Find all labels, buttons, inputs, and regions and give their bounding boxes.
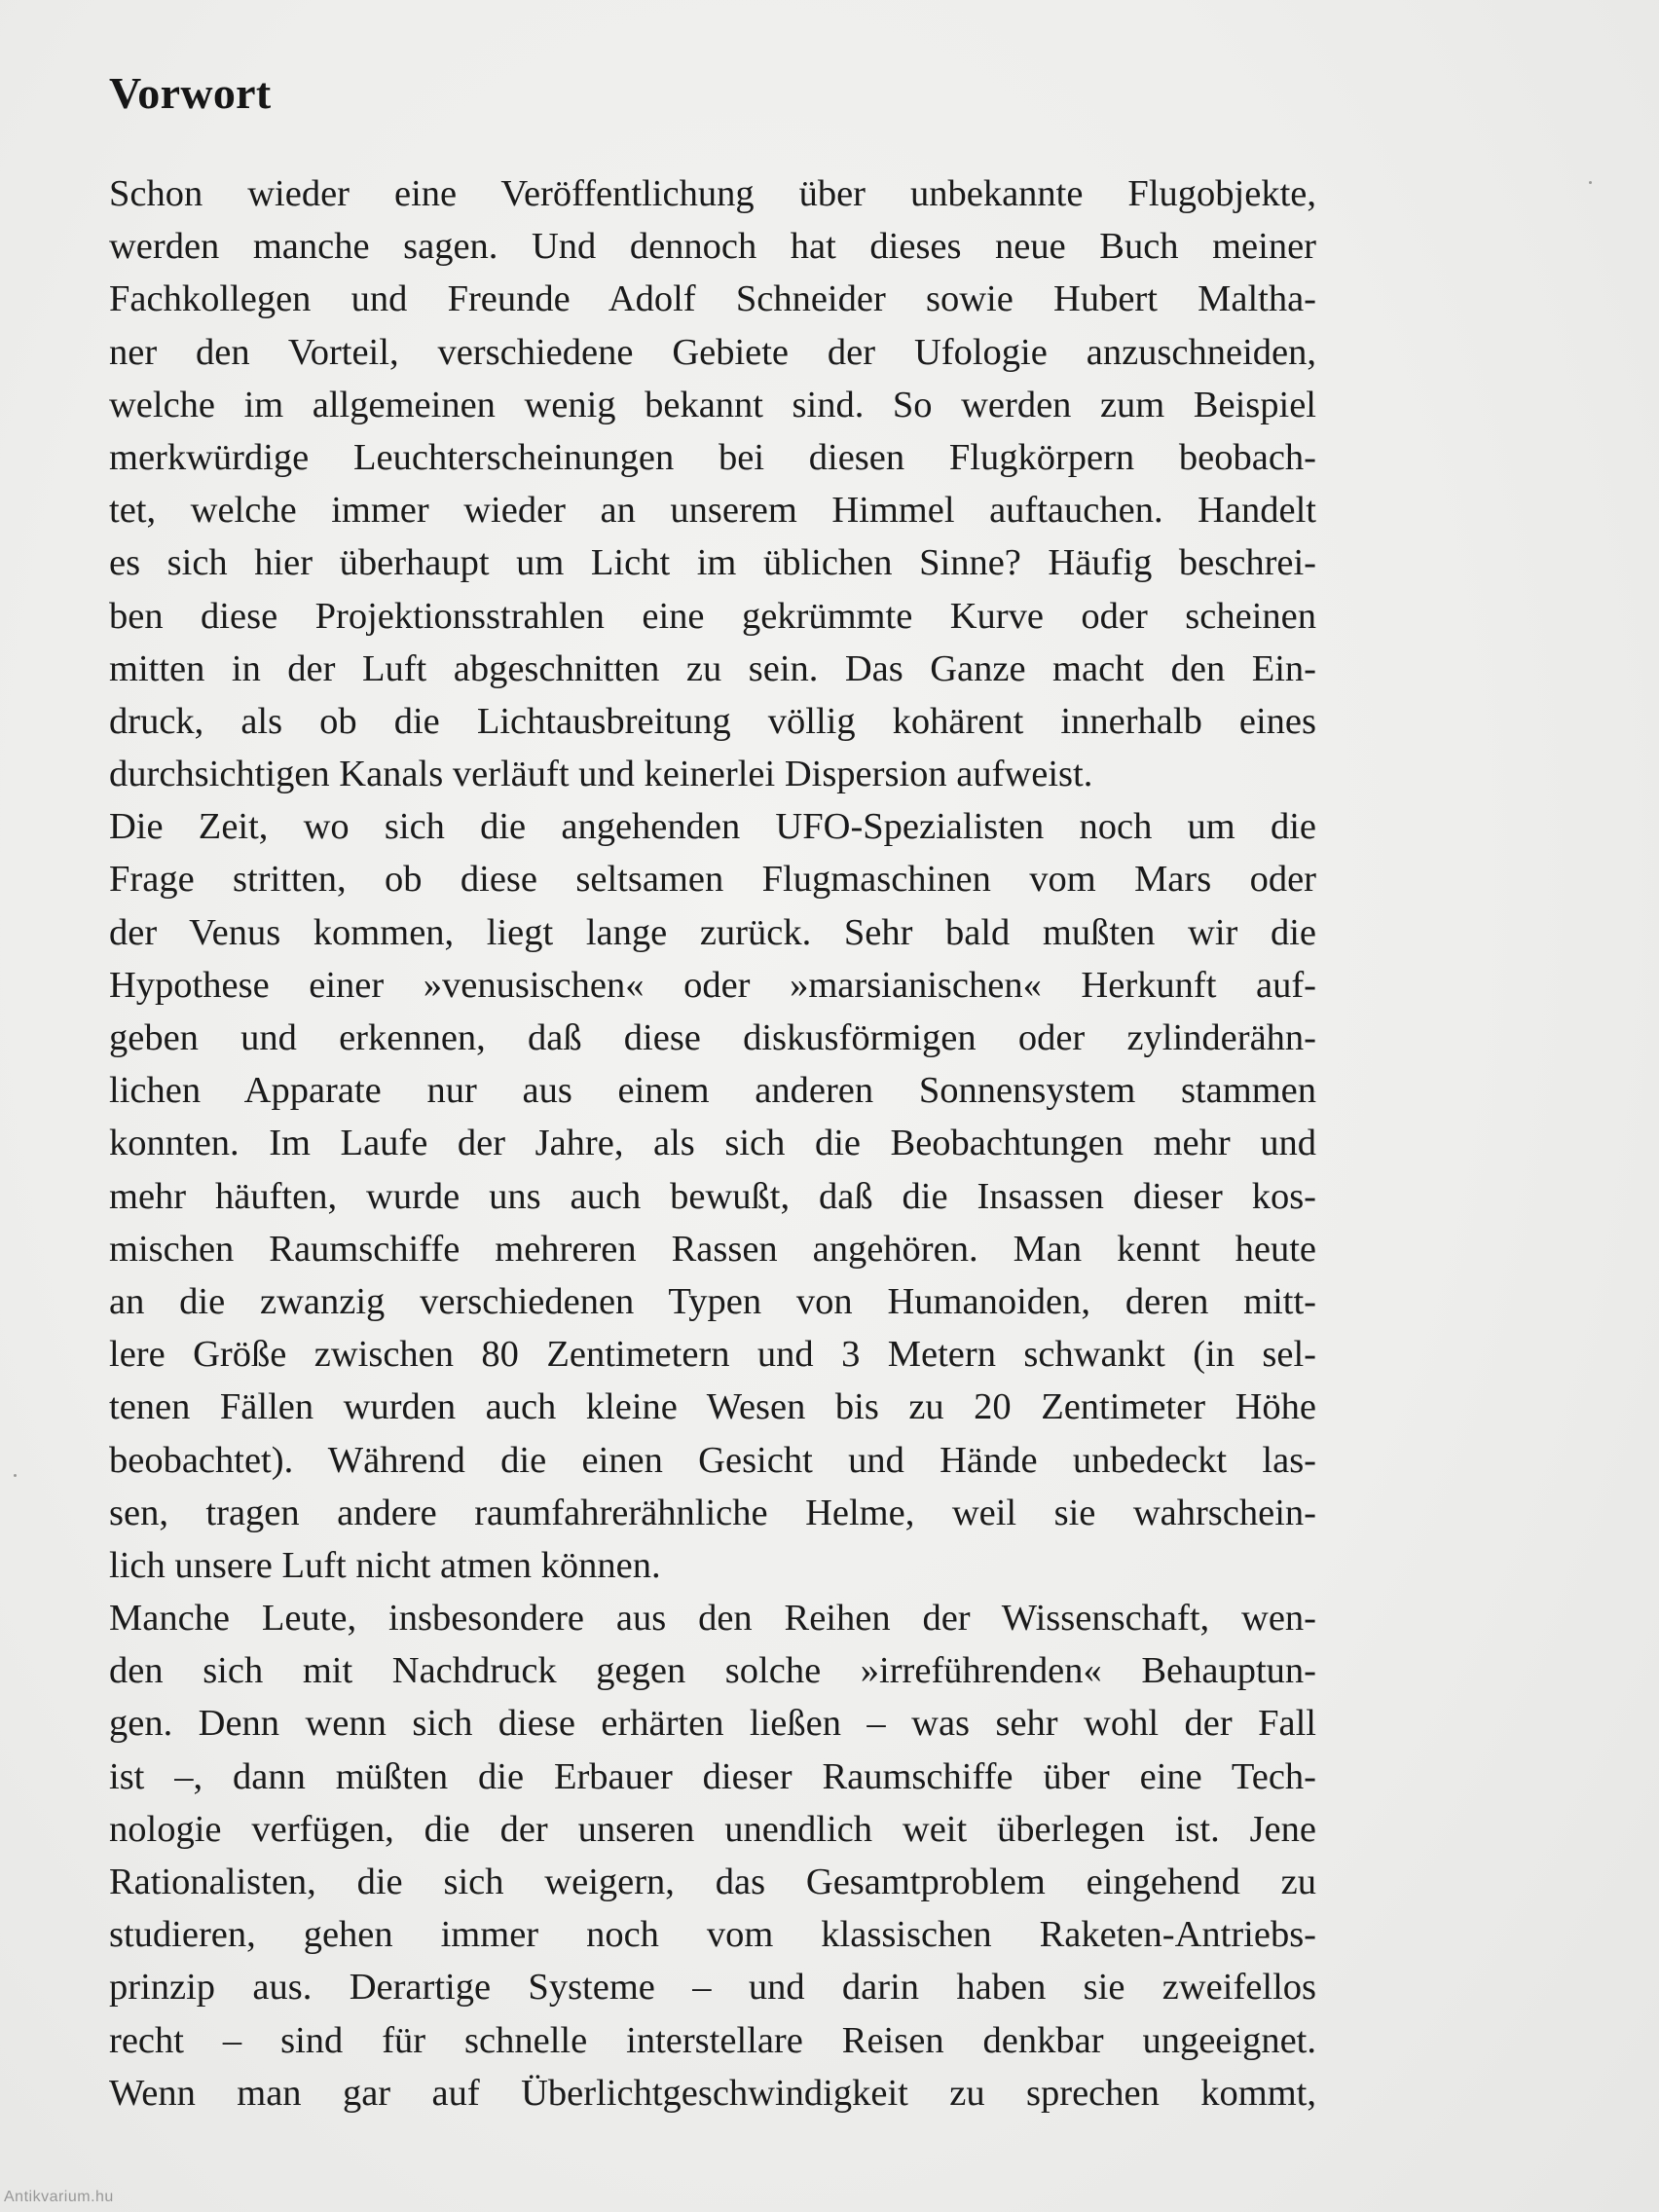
paper-speck bbox=[14, 1474, 17, 1477]
text-line: geben und erkennen, daß diese diskusförmigen oder zylinderähn- bbox=[109, 1017, 1316, 1058]
text-line: ist –, dann müßten die Erbauer dieser Raumschiffe über eine Tech- bbox=[109, 1755, 1316, 1797]
text-line: Rationalisten, die sich weigern, das Gesamtproblem eingehend zu bbox=[109, 1862, 1316, 1902]
watermark: Antikvarium.hu bbox=[4, 2189, 114, 2205]
text-line: den sich mit Nachdruck gegen solche »irreführenden« Behauptun- bbox=[109, 1650, 1316, 1692]
text-line: durchsichtigen Kanals verläuft und keinerlei Dispersion aufweist. bbox=[109, 754, 1093, 795]
text-line: mehr häuften, wurde uns auch bewußt, daß die Insassen dieser kos- bbox=[109, 1175, 1316, 1217]
text-line: werden manche sagen. Und dennoch hat dieses neue Buch meiner bbox=[109, 226, 1316, 268]
text-line: prinzip aus. Derartige Systeme – und darin haben sie zweifellos bbox=[109, 1967, 1316, 2009]
text-line: mischen Raumschiffe mehreren Rassen angehören. Man kennt heute bbox=[109, 1228, 1316, 1270]
text-line: ben diese Projektionsstrahlen eine gekrümmte Kurve oder scheinen bbox=[109, 595, 1316, 637]
text-line: Hypothese einer »venusischen« oder »marsianischen« Herkunft auf- bbox=[109, 964, 1316, 1006]
paper-speck bbox=[1589, 181, 1592, 184]
text-line: Frage stritten, ob diese seltsamen Flugmaschinen vom Mars oder bbox=[109, 859, 1316, 901]
body-text bbox=[109, 167, 1316, 2120]
text-line: lere Größe zwischen 80 Zentimetern und 3 Metern schwankt (in sel- bbox=[109, 1334, 1316, 1376]
text-line: lich unsere Luft nicht atmen können. bbox=[109, 1544, 661, 1586]
text-line: mitten in der Luft abgeschnitten zu sein. Das Ganze macht den Ein- bbox=[109, 647, 1316, 689]
text-line: an die zwanzig verschiedenen Typen von Humanoiden, deren mitt- bbox=[109, 1280, 1316, 1322]
text-line: Fachkollegen und Freunde Adolf Schneider sowie Hubert Maltha- bbox=[109, 278, 1316, 320]
text-line: tenen Fällen wurden auch kleine Wesen bis zu 20 Zentimeter Höhe bbox=[109, 1386, 1316, 1428]
text-line: welche im allgemeinen wenig bekannt sind. So werden zum Beispiel bbox=[109, 384, 1316, 425]
text-line: konnten. Im Laufe der Jahre, als sich die Beobachtungen mehr und bbox=[109, 1123, 1316, 1164]
text-line: Manche Leute, insbesondere aus den Reihen der Wissenschaft, wen- bbox=[109, 1598, 1316, 1640]
text-line: beobachtet). Während die einen Gesicht und Hände unbedeckt las- bbox=[109, 1439, 1316, 1481]
text-line: Die Zeit, wo sich die angehenden UFO-Spezialisten noch um die bbox=[109, 806, 1316, 848]
text-line: sen, tragen andere raumfahrerähnliche Helme, weil sie wahrschein- bbox=[109, 1492, 1316, 1533]
text-line: gen. Denn wenn sich diese erhärten ließen – was sehr wohl der Fall bbox=[109, 1703, 1316, 1745]
text-line: Wenn man gar auf Überlichtgeschwindigkeit zu sprechen kommt, bbox=[109, 2072, 1316, 2114]
text-line: es sich hier überhaupt um Licht im üblichen Sinne? Häufig beschrei- bbox=[109, 542, 1316, 584]
text-line: der Venus kommen, liegt lange zurück. Sehr bald mußten wir die bbox=[109, 911, 1316, 953]
text-line: druck, als ob die Lichtausbreitung völlig kohärent innerhalb eines bbox=[109, 700, 1316, 742]
text-line: tet, welche immer wieder an unserem Himmel auftauchen. Handelt bbox=[109, 490, 1316, 532]
text-line: ner den Vorteil, verschiedene Gebiete der Ufologie anzuschneiden, bbox=[109, 331, 1316, 373]
text-line: lichen Apparate nur aus einem anderen Sonnensystem stammen bbox=[109, 1070, 1316, 1112]
text-line: merkwürdige Leuchterscheinungen bei diesen Flugkörpern beobach- bbox=[109, 436, 1316, 478]
text-line: studieren, gehen immer noch vom klassischen Raketen-Antriebs- bbox=[109, 1914, 1316, 1956]
page-heading: Vorwort bbox=[109, 68, 272, 118]
text-line: recht – sind für schnelle interstellare Reisen denkbar ungeeignet. bbox=[109, 2019, 1316, 2061]
text-line: nologie verfügen, die der unseren unendlich weit überlegen ist. Jene bbox=[109, 1808, 1316, 1850]
text-line: Schon wieder eine Veröffentlichung über unbekannte Flugobjekte, bbox=[109, 173, 1316, 214]
